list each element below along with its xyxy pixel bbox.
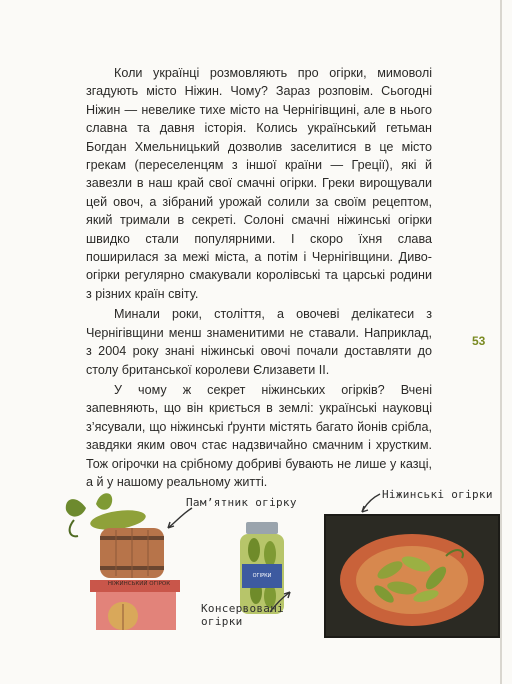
illustration — [56, 480, 496, 680]
pickles-plate-photo — [324, 514, 500, 638]
arrow-to-monument — [156, 504, 196, 534]
body-text — [86, 64, 432, 493]
paragraph-3: У чому ж секрет ніжинських огірків? Вчені запевняють, що він криється в землі: українські науковці з’ясували, що ніжинські ґрунти містять багато йонів срібла, завдяки яким овоч стає надзвичайно смачним і хрустким. Тож огірочки на срібному добриві бувають не лише у казці, а й у нашому реальному житті. — [86, 382, 432, 489]
label-nizhyn-pickles: Ніжинські огірки — [382, 488, 493, 501]
jar-label: ОГІРКИ — [252, 573, 272, 579]
pickle-monument-illustration — [56, 480, 186, 630]
page-number: 53 — [472, 334, 486, 348]
arrow-to-jar — [266, 586, 306, 616]
monument-sign: НІЖИНСЬКИЙ ОГІРОК — [107, 581, 171, 587]
paragraph-1: Коли українці розмовляють про огірки, мимоволі згадують місто Ніжин. Чому? Зараз розповім. Сьогодні Ніжин — невелике тихе місто на Чернігівщині, але в нього славна та давня історія. Колись український гетьман Богдан Хмельницький дозволив заселитися в це місто грекам (переселенцям з іншої країни — Греції), які й завезли в наш край свої смачні огірки. Греки вирощували цей овоч, а зібраний урожай солили за своїм рецептом, який тримали в секреті. Солоні смачні ніжинські огірки швидко стали популярними. І скоро їхня слава поширилася за межі міста, а потім і Чернігівщини. Диво-огірки регулярно смакували королівські та царські родини з різних країн світу. — [86, 66, 432, 301]
arrow-to-plate — [356, 486, 386, 516]
paragraph-2: Минали роки, століття, а овочеві делікатеси з Чернігівщини менш знаменитими не ставали. Наприклад, з 2004 року знані ніжинські овочі почали доставляти до столу британської королеви Єлизавети ІІ. — [86, 307, 432, 377]
label-canned-line1: Консервовані — [201, 602, 285, 615]
page-edge-divider — [500, 0, 502, 684]
label-canned-line2: огірки — [201, 615, 243, 628]
plate-illustration — [326, 516, 498, 636]
label-monument: Пам’ятник огірку — [186, 496, 297, 509]
